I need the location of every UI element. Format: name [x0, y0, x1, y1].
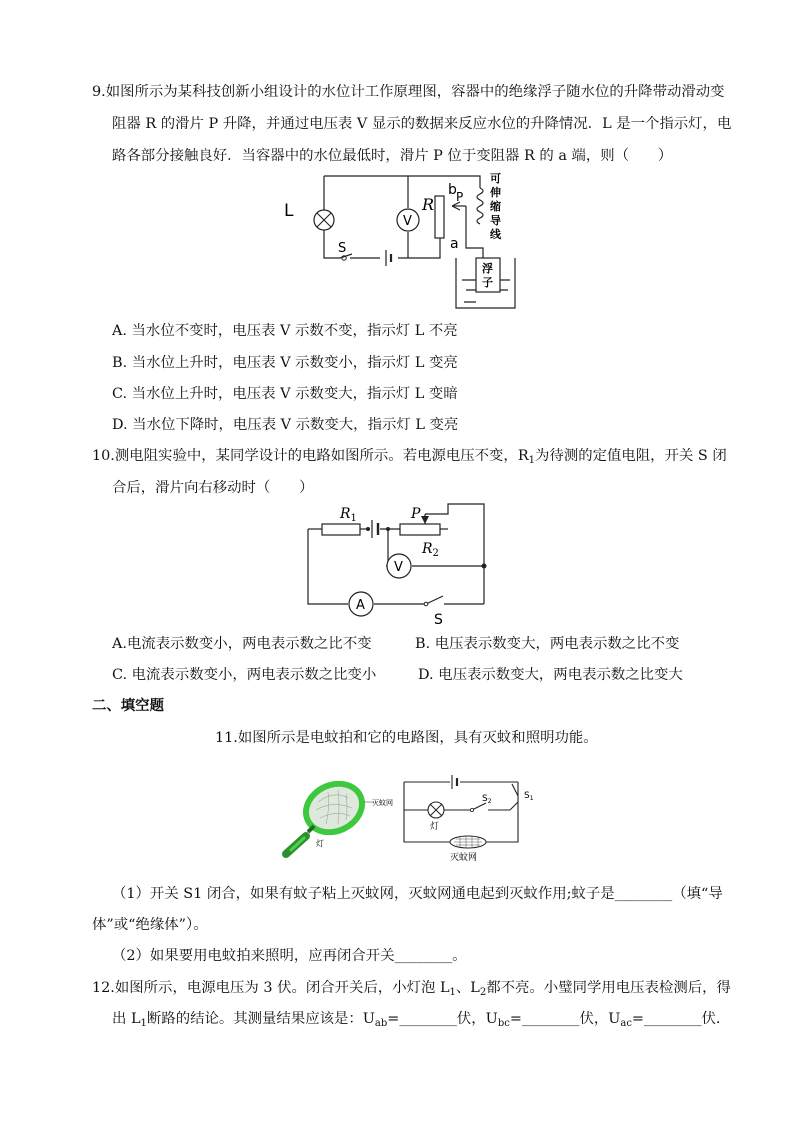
q12-line-1-a: 12.如图所示，电源电压为 3 伏。闭合开关后，小灯泡 L — [92, 980, 450, 996]
q11-s1-main: S — [524, 791, 530, 801]
q11-s1-label — [524, 791, 534, 802]
q11-s2-main: S — [482, 794, 488, 804]
q9-float-char-2: 子 — [482, 276, 493, 289]
q9-rheostat-label: R — [422, 195, 435, 214]
q12-line-2-a: 出 L — [112, 1011, 141, 1027]
q9-wire-char-1: 可 — [490, 172, 501, 185]
q12-line-1 — [92, 978, 731, 998]
q10-option-a[interactable]: A.电流表示数变小，两电表示数之比不变 — [112, 636, 372, 652]
q11-circuit-diagram — [400, 772, 550, 864]
q9-option-d[interactable]: D. 当水位下降时，电压表 V 示数变大，指示灯 L 变亮 — [112, 417, 459, 433]
q10-ammeter-label: A — [356, 598, 365, 613]
q9-line-3: 路各部分接触良好．当容器中的水位最低时，滑片 P 位于变阻器 R 的 a 端，则（ ） — [112, 148, 673, 164]
q10-option-b[interactable]: B. 电压表示数变大，两电表示数之比不变 — [415, 636, 680, 652]
q11-part-2: （2）如果要用电蚊拍来照明，应再闭合开关________。 — [112, 948, 467, 964]
q11-swatter-photo — [278, 780, 393, 858]
q10-option-d[interactable]: D. 电压表示数变大，两电表示数之比变大 — [418, 667, 683, 683]
q12-line-1-c: 都不亮。小璧同学用电压表检测后，得 — [486, 980, 731, 996]
q9-option-a[interactable]: A. 当水位不变时，电压表 V 示数不变，指示灯 L 不亮 — [112, 323, 458, 339]
q9-wire-char-3: 缩 — [490, 200, 501, 213]
section-2-title: 二、填空题 — [92, 698, 164, 714]
q10-r1-label — [339, 506, 357, 524]
q9-lamp-label: L — [284, 201, 294, 221]
q9-float-char-1: 浮 — [482, 262, 493, 275]
q12-line-2-e: =________伏. — [631, 1011, 721, 1027]
q11-s2-label — [482, 794, 492, 805]
q10-switch-label: S — [434, 612, 443, 628]
q11-part-1-line-2: 体”或“绝缘体”）。 — [92, 917, 208, 933]
q10-r1-main: R — [340, 506, 351, 522]
q9-option-b[interactable]: B. 当水位上升时，电压表 V 示数变小，指示灯 L 变亮 — [112, 355, 458, 371]
q9-wire-char-5: 线 — [490, 228, 501, 241]
q9-wire-char-2: 伸 — [490, 186, 501, 199]
q10-option-c[interactable]: C. 电流表示数变小，两电表示数之比变小 — [112, 667, 377, 683]
q11-photo-lamp-label: 灯 — [316, 839, 324, 848]
q12-line-2-sub-bc: bc — [497, 1018, 510, 1029]
q9-wire-char-4: 导 — [490, 214, 501, 227]
q12-line-2 — [112, 1009, 721, 1029]
q12-line-2-d: =________伏，U — [509, 1011, 621, 1027]
q12-line-1-b: 、L — [455, 980, 480, 996]
q9-line-2: 阻器 R 的滑片 P 升降，并通过电压表 V 显示的数据来反应水位的升降情况．L 是一个指示灯，电 — [112, 116, 732, 132]
q11-net-label: 灭蚊网 — [450, 853, 478, 863]
q12-line-1-sub-2: 2 — [479, 987, 487, 998]
q10-line-1 — [92, 446, 727, 466]
q11-s2-sub: 2 — [487, 798, 492, 805]
q10-r2-main: R — [422, 541, 433, 557]
q10-r2-sub: 2 — [432, 548, 439, 559]
q9-end-b-label: b — [448, 182, 457, 198]
q11-intro: 11.如图所示是电蚊拍和它的电路图，具有灭蚊和照明功能。 — [215, 730, 598, 746]
q9-end-a-label: a — [450, 236, 459, 252]
q12-line-2-b: 断路的结论。其测量结果应该是：U — [146, 1011, 375, 1027]
q11-s1-sub: 1 — [529, 795, 534, 802]
q11-photo-net-label: 灭蚊网 — [372, 799, 393, 807]
q12-line-2-sub-ab: ab — [374, 1018, 388, 1029]
q9-slider-label: P — [456, 190, 464, 204]
q12-line-2-c: =________伏，U — [387, 1011, 498, 1027]
q10-r1-sub: 1 — [350, 513, 357, 524]
q10-line-2: 合后，滑片向右移动时（ ） — [112, 480, 314, 496]
q10-r2-label — [421, 541, 439, 559]
q9-switch-label: S — [338, 241, 347, 256]
q12-line-1-sub-1: 1 — [449, 987, 456, 998]
q9-line-1: 9.如图所示为某科技创新小组设计的水位计工作原理图，容器中的绝缘浮子随水位的升降带动滑动变 — [92, 84, 725, 100]
q10-line-1-a: 10.测电阻实验中，某同学设计的电路如图所示。若电源电压不变，R — [92, 448, 529, 464]
q10-line-1-b: 为待测的定值电阻，开关 S 闭 — [535, 448, 727, 464]
q10-voltmeter-label: V — [394, 560, 403, 575]
q9-circuit-diagram — [280, 168, 530, 318]
q11-part-1-line-1: （1）开关 S1 闭合，如果有蚊子粘上灭蚊网，灭蚊网通电起到灭蚊作用;蚊子是________（填“导 — [112, 886, 723, 902]
q10-circuit-diagram — [300, 500, 500, 630]
q9-voltmeter-label: V — [403, 214, 412, 229]
q10-line-1-sub: 1 — [528, 455, 536, 466]
q11-lamp-label: 灯 — [430, 822, 440, 832]
q10-p-label: P — [411, 506, 421, 522]
q12-line-2-sub-ac: ac — [620, 1018, 632, 1029]
q9-option-c[interactable]: C. 当水位上升时，电压表 V 示数变大，指示灯 L 变暗 — [112, 386, 458, 402]
q12-line-2-sub-1: 1 — [140, 1018, 147, 1029]
